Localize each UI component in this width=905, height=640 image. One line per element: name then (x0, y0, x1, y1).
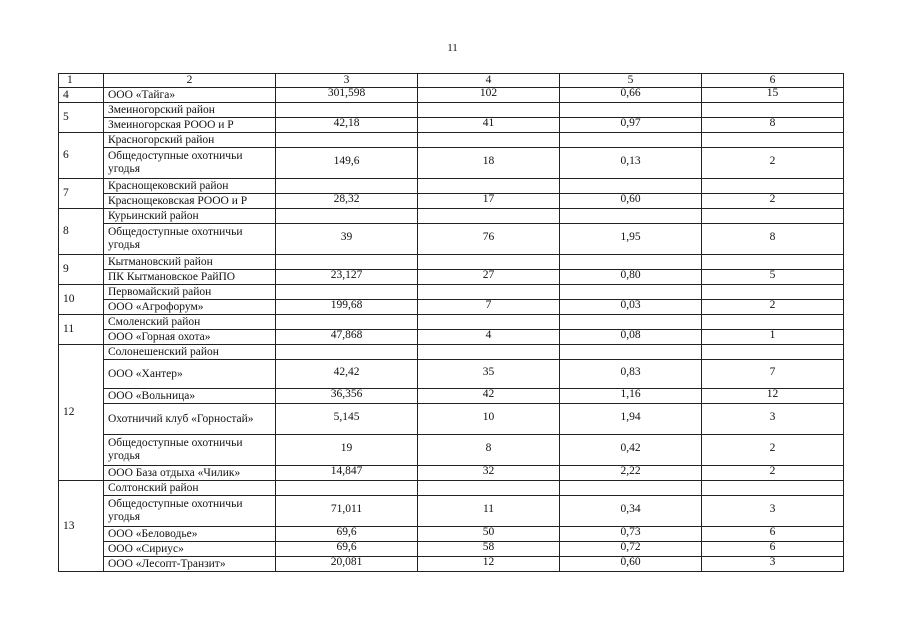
col4-value: 12 (418, 557, 560, 572)
col6-value: 15 (702, 88, 844, 103)
district-row (59, 179, 844, 194)
col5-value: 0,83 (560, 360, 702, 389)
col5-value (560, 345, 702, 360)
header-cell-6: 6 (702, 74, 844, 88)
col3-value: 199,68 (276, 300, 418, 315)
organization-name: Общедоступные охотничьи угодья (104, 435, 276, 466)
header-row (59, 74, 844, 88)
col4-value: 32 (418, 466, 560, 481)
organization-name: ООО «Агрофорум» (104, 300, 276, 315)
page-number: 11 (447, 42, 458, 54)
col3-value (276, 103, 418, 118)
col4-value (418, 255, 560, 270)
table-row (59, 435, 844, 466)
header-cell-3: 3 (276, 74, 418, 88)
col5-value (560, 481, 702, 496)
col5-value: 0,34 (560, 496, 702, 527)
col3-value (276, 255, 418, 270)
col6-value (702, 481, 844, 496)
col5-value: 2,22 (560, 466, 702, 481)
district-name: Краснощековский район (104, 179, 276, 194)
col3-value (276, 285, 418, 300)
col5-value: 0,60 (560, 194, 702, 209)
header-cell-2: 2 (104, 74, 276, 88)
organization-name: Краснощековская РООО и Р (104, 194, 276, 209)
col5-value: 1,95 (560, 224, 702, 255)
col6-value: 6 (702, 527, 844, 542)
col6-value: 2 (702, 466, 844, 481)
table-row (59, 300, 844, 315)
col3-value: 14,847 (276, 466, 418, 481)
col3-value (276, 315, 418, 330)
header-cell-1: 1 (59, 74, 104, 88)
col3-value: 23,127 (276, 270, 418, 285)
col3-value: 39 (276, 224, 418, 255)
row-number: 10 (59, 285, 104, 315)
table-row (59, 330, 844, 345)
col5-value: 0,03 (560, 300, 702, 315)
col5-value (560, 315, 702, 330)
col6-value (702, 133, 844, 148)
col4-value: 58 (418, 542, 560, 557)
table-row (59, 542, 844, 557)
col5-value: 0,66 (560, 88, 702, 103)
col4-value: 7 (418, 300, 560, 315)
district-name: Кытмановский район (104, 255, 276, 270)
col5-value (560, 133, 702, 148)
col6-value: 8 (702, 224, 844, 255)
district-row (59, 285, 844, 300)
col3-value (276, 133, 418, 148)
row-number: 12 (59, 345, 104, 481)
col4-value (418, 345, 560, 360)
col3-value: 301,598 (276, 88, 418, 103)
organization-name: ООО «Тайга» (104, 88, 276, 103)
col5-value: 0,13 (560, 148, 702, 179)
row-number: 5 (59, 103, 104, 133)
col5-value (560, 103, 702, 118)
col6-value (702, 345, 844, 360)
col5-value: 1,16 (560, 389, 702, 404)
col6-value (702, 179, 844, 194)
col5-value: 0,80 (560, 270, 702, 285)
organization-name: ООО «Беловодье» (104, 527, 276, 542)
col6-value: 3 (702, 496, 844, 527)
col6-value: 3 (702, 404, 844, 435)
col6-value: 12 (702, 389, 844, 404)
col3-value: 69,6 (276, 527, 418, 542)
col6-value: 6 (702, 542, 844, 557)
col6-value: 2 (702, 194, 844, 209)
district-name: Солтонский район (104, 481, 276, 496)
data-table (58, 73, 844, 572)
col5-value (560, 209, 702, 224)
col4-value (418, 209, 560, 224)
col3-value (276, 179, 418, 194)
district-row (59, 345, 844, 360)
col4-value: 76 (418, 224, 560, 255)
col6-value (702, 315, 844, 330)
header-cell-4: 4 (418, 74, 560, 88)
row-number: 9 (59, 255, 104, 285)
col6-value: 2 (702, 148, 844, 179)
organization-name: ООО «Сириус» (104, 542, 276, 557)
col4-value: 41 (418, 118, 560, 133)
col4-value: 50 (418, 527, 560, 542)
organization-name: ООО База отдыха «Чилик» (104, 466, 276, 481)
col4-value: 10 (418, 404, 560, 435)
col5-value: 0,08 (560, 330, 702, 345)
organization-name: Общедоступные охотничьи угодья (104, 224, 276, 255)
col3-value: 19 (276, 435, 418, 466)
col4-value: 8 (418, 435, 560, 466)
col6-value: 2 (702, 300, 844, 315)
col3-value: 36,356 (276, 389, 418, 404)
organization-name: ПК Кытмановское РайПО (104, 270, 276, 285)
col4-value: 27 (418, 270, 560, 285)
row-number: 11 (59, 315, 104, 345)
col5-value: 0,73 (560, 527, 702, 542)
district-name: Смоленский район (104, 315, 276, 330)
col5-value: 1,94 (560, 404, 702, 435)
col5-value: 0,97 (560, 118, 702, 133)
organization-name: Змеиногорская РООО и Р (104, 118, 276, 133)
col3-value: 69,6 (276, 542, 418, 557)
table-row (59, 270, 844, 285)
col4-value (418, 103, 560, 118)
col5-value (560, 285, 702, 300)
district-row (59, 315, 844, 330)
organization-name: ООО «Хантер» (104, 360, 276, 389)
col5-value (560, 179, 702, 194)
organization-name: ООО «Горная охота» (104, 330, 276, 345)
col6-value: 5 (702, 270, 844, 285)
table-row (59, 496, 844, 527)
header-cell-5: 5 (560, 74, 702, 88)
col4-value (418, 481, 560, 496)
col4-value: 18 (418, 148, 560, 179)
col5-value: 0,42 (560, 435, 702, 466)
col6-value: 2 (702, 435, 844, 466)
col4-value (418, 285, 560, 300)
col4-value (418, 133, 560, 148)
district-name: Красногорский район (104, 133, 276, 148)
table-row (59, 404, 844, 435)
table-row (59, 148, 844, 179)
col4-value: 35 (418, 360, 560, 389)
table-row (59, 194, 844, 209)
district-name: Первомайский район (104, 285, 276, 300)
district-row (59, 255, 844, 270)
row-number: 8 (59, 209, 104, 255)
col4-value: 42 (418, 389, 560, 404)
organization-name: Общедоступные охотничьи угодья (104, 148, 276, 179)
district-row (59, 133, 844, 148)
organization-name: ООО «Лесопт-Транзит» (104, 557, 276, 572)
table-row (59, 466, 844, 481)
col4-value: 17 (418, 194, 560, 209)
col3-value: 20,081 (276, 557, 418, 572)
col5-value: 0,60 (560, 557, 702, 572)
table-row (59, 360, 844, 389)
district-row (59, 481, 844, 496)
col6-value (702, 285, 844, 300)
row-number: 7 (59, 179, 104, 209)
col3-value: 5,145 (276, 404, 418, 435)
col4-value (418, 315, 560, 330)
table-row (59, 527, 844, 542)
col3-value: 28,32 (276, 194, 418, 209)
district-row (59, 209, 844, 224)
col6-value (702, 209, 844, 224)
district-name: Змеиногорский район (104, 103, 276, 118)
table-row (59, 118, 844, 133)
col3-value: 42,18 (276, 118, 418, 133)
col6-value (702, 103, 844, 118)
row-number: 6 (59, 133, 104, 179)
table-row (59, 557, 844, 572)
col3-value: 149,6 (276, 148, 418, 179)
col3-value (276, 481, 418, 496)
col4-value: 4 (418, 330, 560, 345)
col5-value: 0,72 (560, 542, 702, 557)
col6-value: 8 (702, 118, 844, 133)
row-number: 4 (59, 88, 104, 103)
row-number: 13 (59, 481, 104, 572)
col4-value: 11 (418, 496, 560, 527)
district-row (59, 103, 844, 118)
district-name: Солонешенский район (104, 345, 276, 360)
col6-value: 3 (702, 557, 844, 572)
col4-value (418, 179, 560, 194)
table-row (59, 389, 844, 404)
col3-value (276, 209, 418, 224)
col3-value (276, 345, 418, 360)
district-name: Курьинский район (104, 209, 276, 224)
col5-value (560, 255, 702, 270)
col6-value: 1 (702, 330, 844, 345)
organization-name: Охотничий клуб «Горностай» (104, 404, 276, 435)
col6-value (702, 255, 844, 270)
col6-value: 7 (702, 360, 844, 389)
col3-value: 47,868 (276, 330, 418, 345)
organization-name: ООО «Вольница» (104, 389, 276, 404)
organization-name: Общедоступные охотничьи угодья (104, 496, 276, 527)
col3-value: 42,42 (276, 360, 418, 389)
col4-value: 102 (418, 88, 560, 103)
col3-value: 71,011 (276, 496, 418, 527)
table-row (59, 224, 844, 255)
table-row (59, 88, 844, 103)
